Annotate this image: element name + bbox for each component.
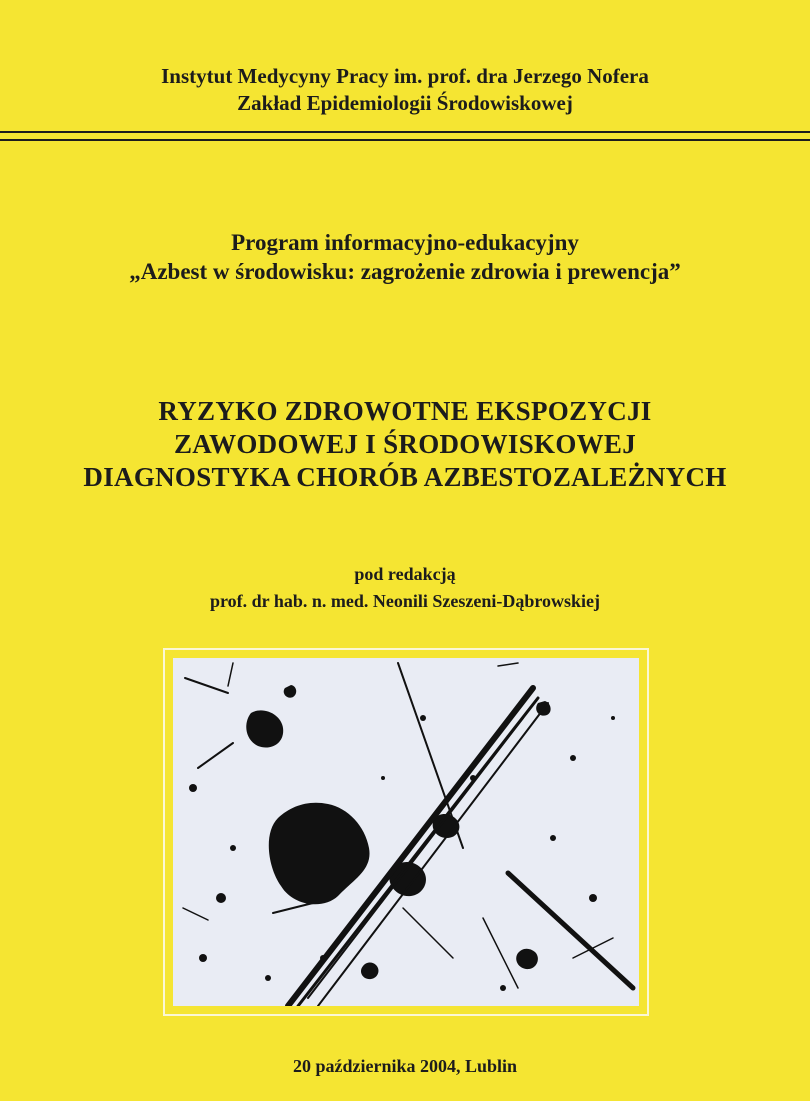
date-and-place: 20 października 2004, Lublin [292, 1056, 518, 1076]
department-name: Zakład Epidemiologii Środowiskowej [237, 91, 573, 115]
institute-name: Instytut Medycyny Pracy im. prof. dra Jerzego Nofera [161, 64, 649, 88]
program-label: Program informacyjno-edukacyjny [231, 230, 579, 255]
book-title-line-3: DIAGNOSTYKA CHORÓB AZBESTOZALEŻNYCH [83, 462, 727, 492]
program-title: „Azbest w środowisku: zagrożenie zdrowia i prewencja” [129, 259, 681, 284]
editor-label: pod redakcją [354, 564, 456, 584]
book-title-line-2: ZAWODOWEJ I ŚRODOWISKOWEJ [173, 429, 637, 459]
book-title-line-1: RYZYKO ZDROWOTNE EKSPOZYCJI [158, 396, 652, 426]
cover-photo-frame [163, 648, 649, 1016]
header-divider-top [0, 131, 810, 133]
editor-name: prof. dr hab. n. med. Neonili Szeszeni-Dąbrowskiej [209, 591, 601, 611]
asbestos-fibers-micrograph-icon [173, 658, 639, 1006]
header-divider-bottom [0, 139, 810, 141]
